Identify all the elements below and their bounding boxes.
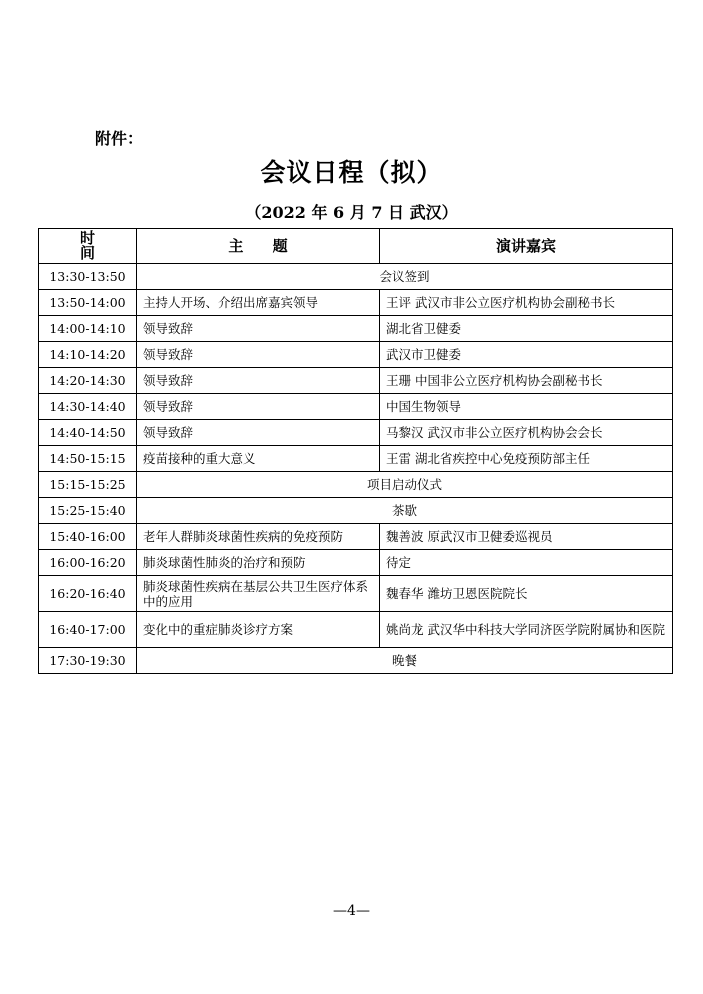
table-row [39,612,673,648]
table-row [39,394,673,420]
row-speaker: 王评 武汉市非公立医疗机构协会副秘书长 [380,290,673,316]
row-time: 14:20-14:30 [39,368,137,394]
row-time: 16:40-17:00 [39,612,137,648]
table-row [39,648,673,674]
row-topic: 肺炎球菌性肺炎的治疗和预防 [137,550,380,576]
table-row [39,576,673,612]
row-topic: 变化中的重症肺炎诊疗方案 [137,612,380,648]
schedule-body [39,264,673,674]
row-speaker: 中国生物领导 [380,394,673,420]
row-topic: 疫苗接种的重大意义 [137,446,380,472]
row-topic: 领导致辞 [137,316,380,342]
page-subtitle: （2022 年 6 月 7 日 武汉） [245,203,458,222]
table-row [39,290,673,316]
header-topic: 主 题 [137,229,380,264]
row-time: 14:30-14:40 [39,394,137,420]
row-time: 15:15-15:25 [39,472,137,498]
table-row [39,420,673,446]
row-time: 15:40-16:00 [39,524,137,550]
row-topic: 肺炎球菌性疾病在基层公共卫生医疗体系中的应用 [137,576,380,612]
table-row [39,524,673,550]
row-time: 13:50-14:00 [39,290,137,316]
row-time: 15:25-15:40 [39,498,137,524]
table-row [39,472,673,498]
row-topic: 老年人群肺炎球菌性疾病的免疫预防 [137,524,380,550]
row-topic: 领导致辞 [137,342,380,368]
table-row [39,498,673,524]
row-topic: 领导致辞 [137,394,380,420]
row-time: 16:20-16:40 [39,576,137,612]
page-number: —4— [333,903,370,919]
table-row [39,316,673,342]
row-time: 16:00-16:20 [39,550,137,576]
header-time: 时 间 [39,229,137,264]
row-topic: 领导致辞 [137,420,380,446]
row-time: 14:00-14:10 [39,316,137,342]
row-time: 14:50-15:15 [39,446,137,472]
row-merged-item: 茶歇 [137,498,673,524]
attachment-label: 附件： [95,129,144,148]
table-row [39,342,673,368]
schedule-table [38,228,673,674]
row-speaker: 王雷 湖北省疾控中心免疫预防部主任 [380,446,673,472]
table-row [39,550,673,576]
row-speaker: 待定 [380,550,673,576]
row-speaker: 魏善波 原武汉市卫健委巡视员 [380,524,673,550]
row-time: 13:30-13:50 [39,264,137,290]
row-time: 14:10-14:20 [39,342,137,368]
table-row [39,264,673,290]
row-speaker: 武汉市卫健委 [380,342,673,368]
row-speaker: 魏春华 潍坊卫恩医院院长 [380,576,673,612]
row-time: 17:30-19:30 [39,648,137,674]
row-merged-item: 会议签到 [137,264,673,290]
row-speaker: 王珊 中国非公立医疗机构协会副秘书长 [380,368,673,394]
table-header-row [39,229,673,264]
row-speaker: 湖北省卫健委 [380,316,673,342]
table-row [39,446,673,472]
row-speaker: 姚尚龙 武汉华中科技大学同济医学院附属协和医院 [380,612,673,648]
row-topic: 主持人开场、介绍出席嘉宾领导 [137,290,380,316]
page-title: 会议日程（拟） [260,158,443,187]
header-speaker: 演讲嘉宾 [380,229,673,264]
row-speaker: 马黎汉 武汉市非公立医疗机构协会会长 [380,420,673,446]
row-merged-item: 项目启动仪式 [137,472,673,498]
row-topic: 领导致辞 [137,368,380,394]
row-time: 14:40-14:50 [39,420,137,446]
table-row [39,368,673,394]
row-merged-item: 晚餐 [137,648,673,674]
